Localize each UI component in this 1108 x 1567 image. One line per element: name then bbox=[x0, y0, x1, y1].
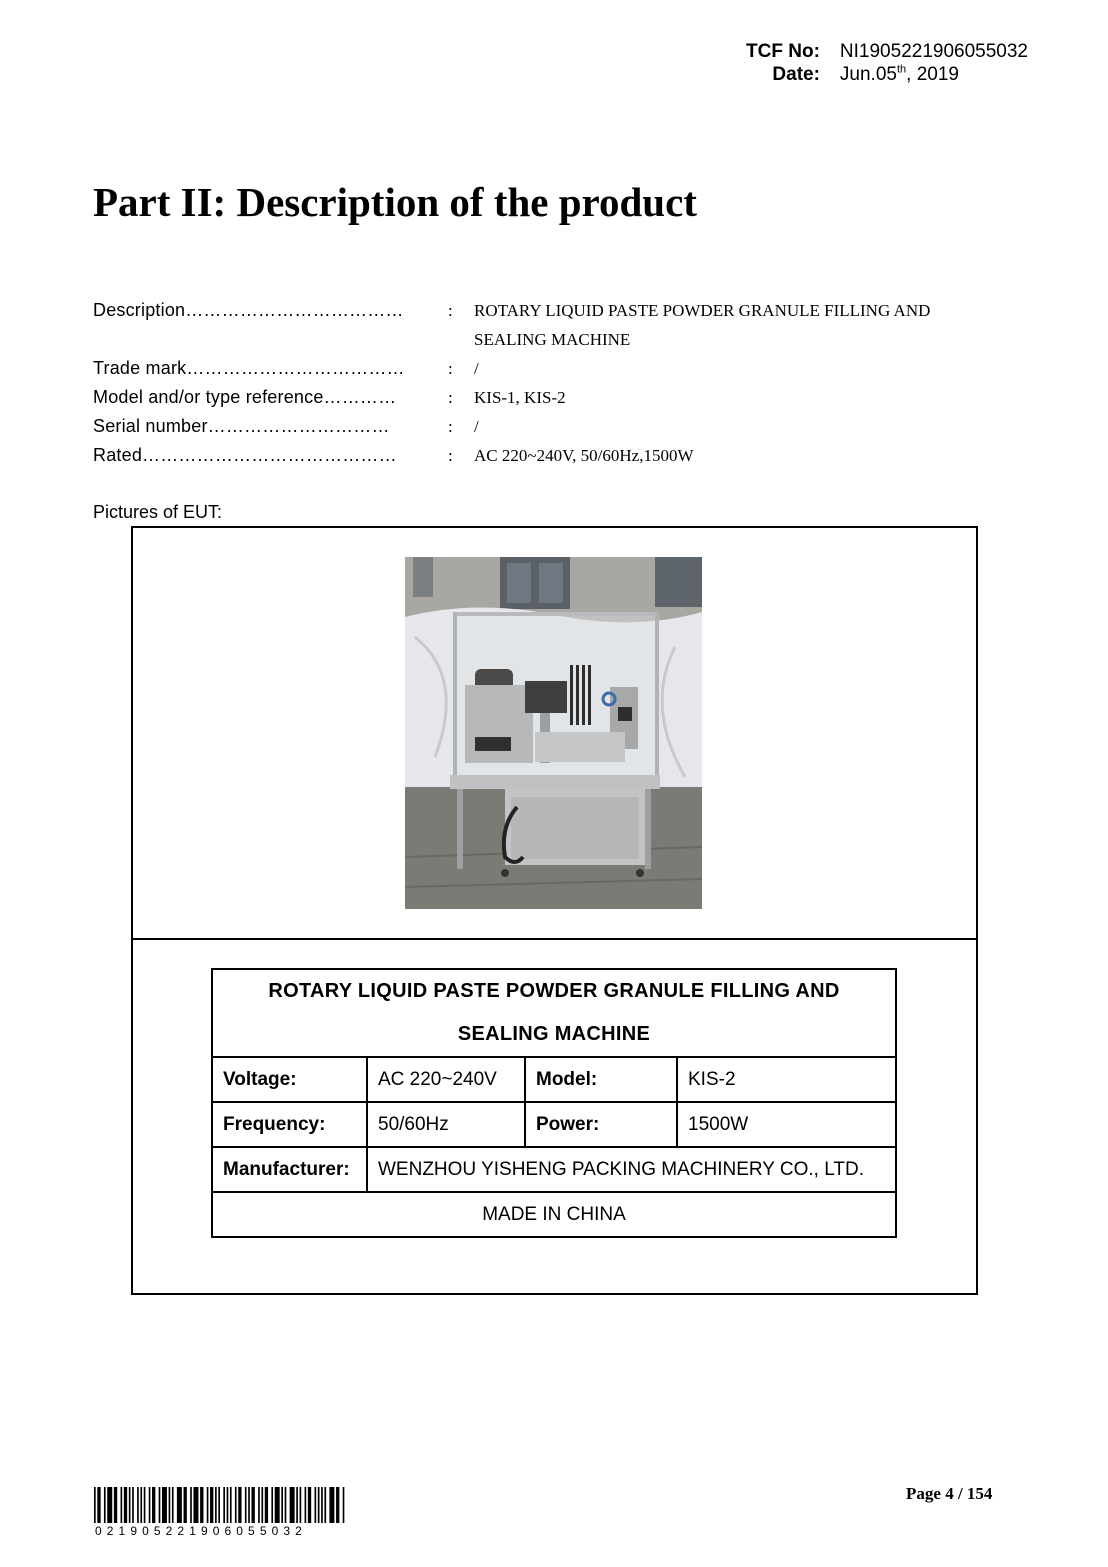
nameplate-row bbox=[212, 1102, 896, 1147]
barcode-bar bbox=[169, 1487, 171, 1523]
field-value: KIS-1, KIS-2 bbox=[474, 388, 566, 407]
barcode-bar bbox=[215, 1487, 217, 1523]
barcode-bar bbox=[162, 1487, 167, 1523]
barcode-bar bbox=[193, 1487, 198, 1523]
barcode-bar bbox=[248, 1487, 250, 1523]
barcode-bar bbox=[184, 1487, 187, 1523]
date-value: Jun.05th, 2019 bbox=[839, 63, 959, 85]
field-value: / bbox=[474, 359, 479, 378]
field-label: Description……………………………… bbox=[93, 300, 404, 320]
field-label: Model and/or type reference………… bbox=[93, 387, 397, 407]
barcode-bar bbox=[144, 1487, 146, 1523]
barcode-bar bbox=[124, 1487, 127, 1523]
barcode-bar bbox=[321, 1487, 323, 1523]
barcode-bar bbox=[329, 1487, 334, 1523]
field-row bbox=[93, 383, 1033, 412]
field-value: ROTARY LIQUID PASTE POWDER GRANULE FILLING AND bbox=[474, 301, 931, 320]
date-row bbox=[740, 63, 1028, 86]
field-row bbox=[93, 296, 1033, 325]
barcode-bar bbox=[140, 1487, 142, 1523]
barcode-bar bbox=[207, 1487, 209, 1523]
barcode-bar bbox=[129, 1487, 131, 1523]
barcode-bar bbox=[285, 1487, 287, 1523]
barcode bbox=[94, 1487, 346, 1523]
power-value: 1500W bbox=[677, 1102, 896, 1147]
barcode-bar bbox=[121, 1487, 123, 1523]
nameplate-row bbox=[212, 1192, 896, 1237]
tcf-value: NI1905221906055032 bbox=[839, 41, 1028, 62]
barcode-bar bbox=[305, 1487, 307, 1523]
voltage-label: Voltage: bbox=[212, 1057, 367, 1102]
barcode-bar bbox=[227, 1487, 229, 1523]
nameplate-row bbox=[212, 1147, 896, 1192]
barcode-number: 021905221906055032 bbox=[95, 1524, 307, 1538]
field-colon: : bbox=[448, 301, 453, 320]
barcode-bar bbox=[159, 1487, 161, 1523]
frequency-value: 50/60Hz bbox=[367, 1102, 525, 1147]
barcode-bar bbox=[271, 1487, 273, 1523]
barcode-bar bbox=[275, 1487, 280, 1523]
model-label: Model: bbox=[525, 1057, 677, 1102]
field-colon: : bbox=[448, 388, 453, 407]
barcode-bar bbox=[315, 1487, 317, 1523]
barcode-bar bbox=[318, 1487, 320, 1523]
field-row bbox=[93, 441, 1033, 470]
barcode-bar bbox=[172, 1487, 174, 1523]
pictures-label: Pictures of EUT: bbox=[93, 502, 223, 522]
field-row bbox=[93, 354, 1033, 383]
barcode-bar bbox=[114, 1487, 117, 1523]
document-header bbox=[740, 40, 1028, 86]
field-label: Rated…………………………………… bbox=[93, 445, 397, 465]
description-fields bbox=[93, 296, 1033, 470]
barcode-bar bbox=[265, 1487, 268, 1523]
field-value: SEALING MACHINE bbox=[474, 330, 631, 349]
tcf-label: TCF No: bbox=[746, 41, 820, 62]
field-colon: : bbox=[448, 417, 453, 436]
barcode-bar bbox=[261, 1487, 263, 1523]
frame-divider bbox=[133, 938, 976, 940]
barcode-bar bbox=[107, 1487, 112, 1523]
field-row bbox=[93, 412, 1033, 441]
frequency-label: Frequency: bbox=[212, 1102, 367, 1147]
barcode-bar bbox=[245, 1487, 247, 1523]
voltage-value: AC 220~240V bbox=[367, 1057, 525, 1102]
barcode-bar bbox=[296, 1487, 298, 1523]
field-value: AC 220~240V, 50/60Hz,1500W bbox=[474, 446, 694, 465]
barcode-bar bbox=[230, 1487, 232, 1523]
barcode-bar bbox=[132, 1487, 134, 1523]
nameplate-title-row bbox=[212, 969, 896, 1057]
barcode-bar bbox=[210, 1487, 213, 1523]
barcode-bar bbox=[281, 1487, 283, 1523]
barcode-bar bbox=[300, 1487, 302, 1523]
barcode-bar bbox=[97, 1487, 100, 1523]
barcode-bar bbox=[104, 1487, 106, 1523]
pictures-frame bbox=[131, 526, 978, 1295]
barcode-bar bbox=[308, 1487, 311, 1523]
page-number: Page 4 / 154 bbox=[906, 1484, 993, 1503]
product-photo bbox=[405, 557, 702, 909]
barcode-bar bbox=[252, 1487, 255, 1523]
field-colon: : bbox=[448, 446, 453, 465]
barcode-bar bbox=[177, 1487, 182, 1523]
date-label: Date: bbox=[772, 64, 820, 85]
nameplate-title: ROTARY LIQUID PASTE POWDER GRANULE FILLING AND SEALING MACHINE bbox=[212, 969, 896, 1057]
barcode-bar bbox=[238, 1487, 241, 1523]
barcode-bar bbox=[190, 1487, 192, 1523]
barcode-bar bbox=[152, 1487, 155, 1523]
barcode-bar bbox=[235, 1487, 237, 1523]
page-title: Part II: Description of the product bbox=[93, 179, 697, 225]
field-colon: : bbox=[448, 359, 453, 378]
model-value: KIS-2 bbox=[677, 1057, 896, 1102]
barcode-bar bbox=[336, 1487, 339, 1523]
barcode-bar bbox=[223, 1487, 225, 1523]
manufacturer-value: WENZHOU YISHENG PACKING MACHINERY CO., LTD. bbox=[367, 1147, 896, 1192]
origin-text: MADE IN CHINA bbox=[212, 1192, 896, 1237]
barcode-bar bbox=[324, 1487, 326, 1523]
field-value: / bbox=[474, 417, 479, 436]
manufacturer-label: Manufacturer: bbox=[212, 1147, 367, 1192]
barcode-bar bbox=[258, 1487, 260, 1523]
nameplate-row bbox=[212, 1057, 896, 1102]
nameplate-table bbox=[211, 968, 897, 1238]
barcode-bar bbox=[290, 1487, 295, 1523]
field-label: Trade mark……………………………… bbox=[93, 358, 405, 378]
barcode-bar bbox=[218, 1487, 220, 1523]
field-label: Serial number………………………… bbox=[93, 416, 390, 436]
barcode-bar bbox=[137, 1487, 139, 1523]
barcode-bar bbox=[94, 1487, 96, 1523]
power-label: Power: bbox=[525, 1102, 677, 1147]
field-row bbox=[93, 325, 1033, 354]
barcode-bar bbox=[343, 1487, 345, 1523]
barcode-bar bbox=[200, 1487, 203, 1523]
barcode-bar bbox=[149, 1487, 151, 1523]
tcf-row bbox=[740, 40, 1028, 63]
